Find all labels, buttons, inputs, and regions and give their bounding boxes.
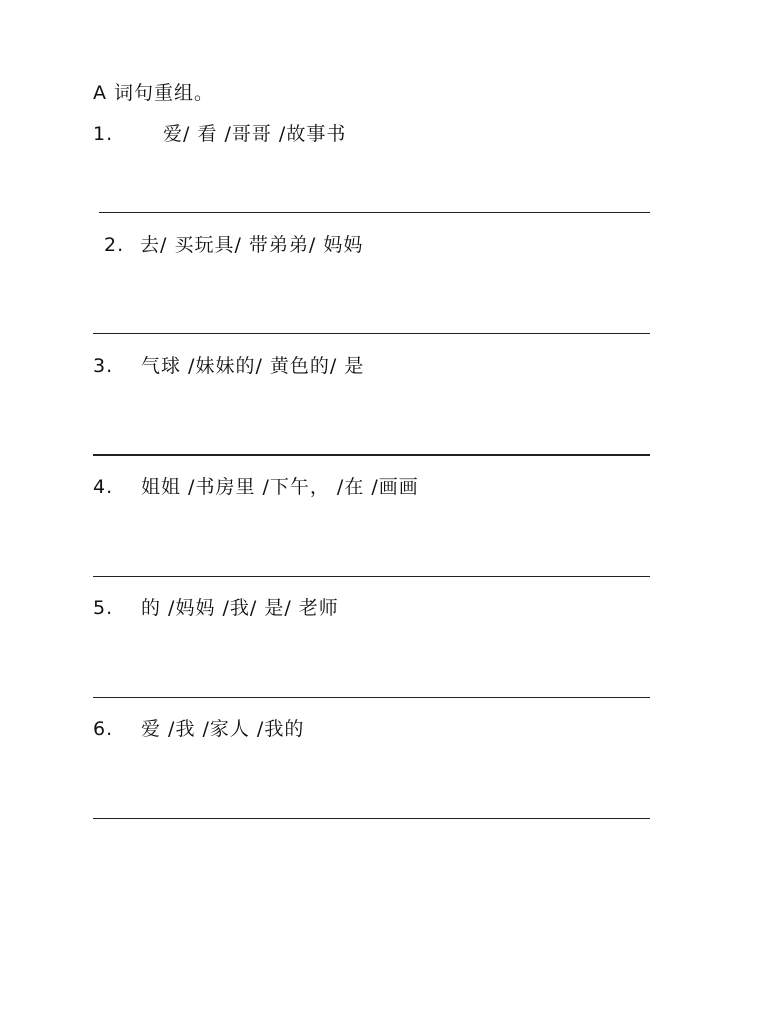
question-words: 的 /妈妈 /我/ 是/ 老师 — [141, 597, 339, 619]
question-words: 姐姐 /书房里 /下午， /在 /画画 — [141, 476, 419, 498]
question-4 — [93, 472, 419, 499]
question-number: 2. — [104, 234, 125, 256]
answer-line-2[interactable] — [93, 333, 650, 334]
question-number: 4. — [93, 476, 114, 498]
question-6 — [93, 714, 304, 741]
section-heading: A 词句重组。 — [93, 82, 215, 104]
question-1 — [93, 119, 346, 146]
question-number: 1. — [93, 123, 114, 145]
answer-line-1[interactable] — [99, 212, 650, 213]
question-words: 去/ 买玩具/ 带弟弟/ 妈妈 — [140, 234, 364, 256]
answer-line-3[interactable] — [93, 454, 650, 456]
question-number: 6. — [93, 718, 114, 740]
answer-line-6[interactable] — [93, 818, 650, 819]
question-5 — [93, 593, 339, 620]
answer-line-4[interactable] — [93, 576, 650, 577]
answer-line-5[interactable] — [93, 697, 650, 698]
question-words: 气球 /妹妹的/ 黄色的/ 是 — [141, 355, 365, 377]
question-2 — [104, 230, 363, 257]
question-words: 爱/ 看 /哥哥 /故事书 — [163, 123, 347, 145]
question-number: 5. — [93, 597, 114, 619]
question-3 — [93, 351, 364, 378]
question-number: 3. — [93, 355, 114, 377]
question-words: 爱 /我 /家人 /我的 — [141, 718, 305, 740]
